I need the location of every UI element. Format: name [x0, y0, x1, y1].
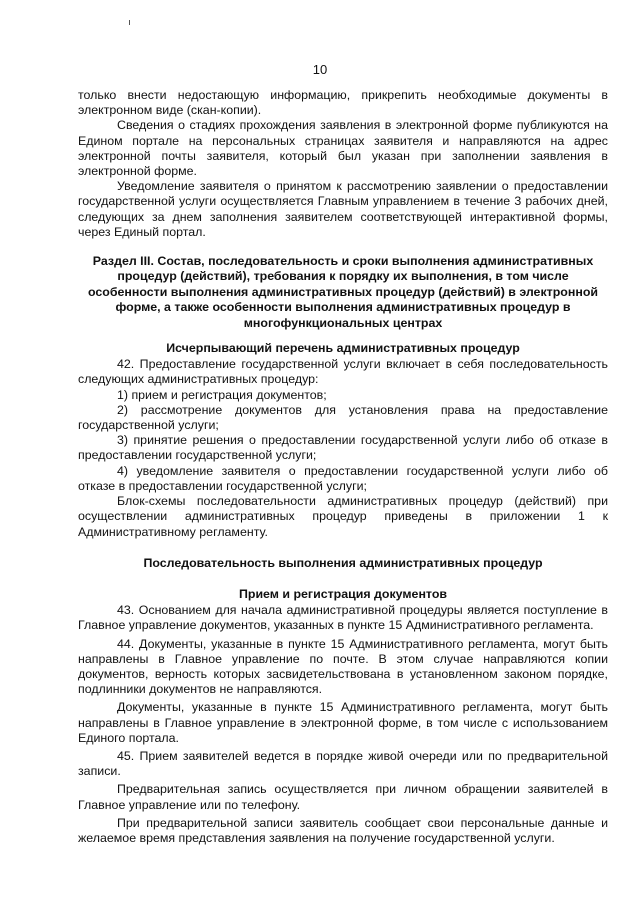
list-item: 4) уведомление заявителя о предоставлении государственной услуги либо об отказе в предоставлении государственной услуги;: [78, 463, 608, 493]
paragraph: Сведения о стадиях прохождения заявления в электронной форме публикуются на Едином портале на персональных страницах заявителя и направляются на адрес электронной почты заявителя, который был указан при заполнении заявления в электронной форме.: [78, 118, 608, 179]
list-item: 3) принятие решения о предоставлении государственной услуги либо об отказе в предоставлении государственной услуги;: [78, 433, 608, 463]
list-heading: Исчерпывающий перечень административных процедур: [166, 341, 520, 356]
list-item: 1) прием и регистрация документов;: [117, 387, 327, 402]
list-item: 2) рассмотрение документов для установления права на предоставление государственной услуги;: [78, 402, 608, 433]
paragraph: Документы, указанные в пункте 15 Административного регламента, могут быть направлены в Главное управление в электронной форме, в том числе с использованием Единого портала.: [78, 700, 608, 745]
paragraph: 42. Предоставление государственной услуги включает в себя последовательность следующих административных процедур:: [78, 357, 608, 387]
paragraph: только внести недостающую информацию, прикрепить необходимые документы в электронном виде (скан-копии).: [78, 88, 608, 118]
paragraph: 45. Прием заявителей ведется в порядке живой очереди или по предварительной записи.: [78, 748, 608, 779]
paragraph: Уведомление заявителя о принятом к рассмотрению заявлении о предоставлении государственной услуги осуществляется Главным управлением в течение 3 рабочих дней, следующих за днем заполнения заявителем соответствующей интерактивной формы, через Единый портал.: [78, 179, 608, 239]
document-body: [78, 88, 608, 846]
section-heading: Раздел III. Состав, последовательность и сроки выполнения административных процедур (действий), требования к порядку их выполнения, в том числе особенности выполнения административных процедур (действий) в электронной форме, а также особенности выполнения административных процедур в многофункциональных центрах: [87, 254, 599, 330]
paragraph: Предварительная запись осуществляется при личном обращении заявителей в Главное управление или по телефону.: [78, 782, 608, 812]
paragraph: 43. Основанием для начала административной процедуры является поступление в Главное управление документов, указанных в пункте 15 Административного регламента.: [78, 603, 608, 633]
paragraph: 44. Документы, указанные в пункте 15 Административного регламента, могут быть направлены в Главное управление по почте. В этом случае направляются копии документов, верность которых засвидетельствована в установленном законом порядке, подлинники документов не направляются.: [78, 636, 608, 697]
page-number: 10: [312, 62, 328, 77]
paragraph: При предварительной записи заявитель сообщает свои персональные данные и желаемое время представления заявления на получение государственной услуги.: [78, 815, 608, 845]
sequence-heading: Последовательность выполнения административных процедур: [143, 555, 543, 570]
scan-mark: [129, 20, 130, 25]
paragraph: Блок-схемы последовательности административных процедур (действий) при осуществлении административных процедур приведены в приложении 1 к Административному регламенту.: [78, 494, 608, 539]
reception-heading: Прием и регистрация документов: [238, 586, 448, 601]
